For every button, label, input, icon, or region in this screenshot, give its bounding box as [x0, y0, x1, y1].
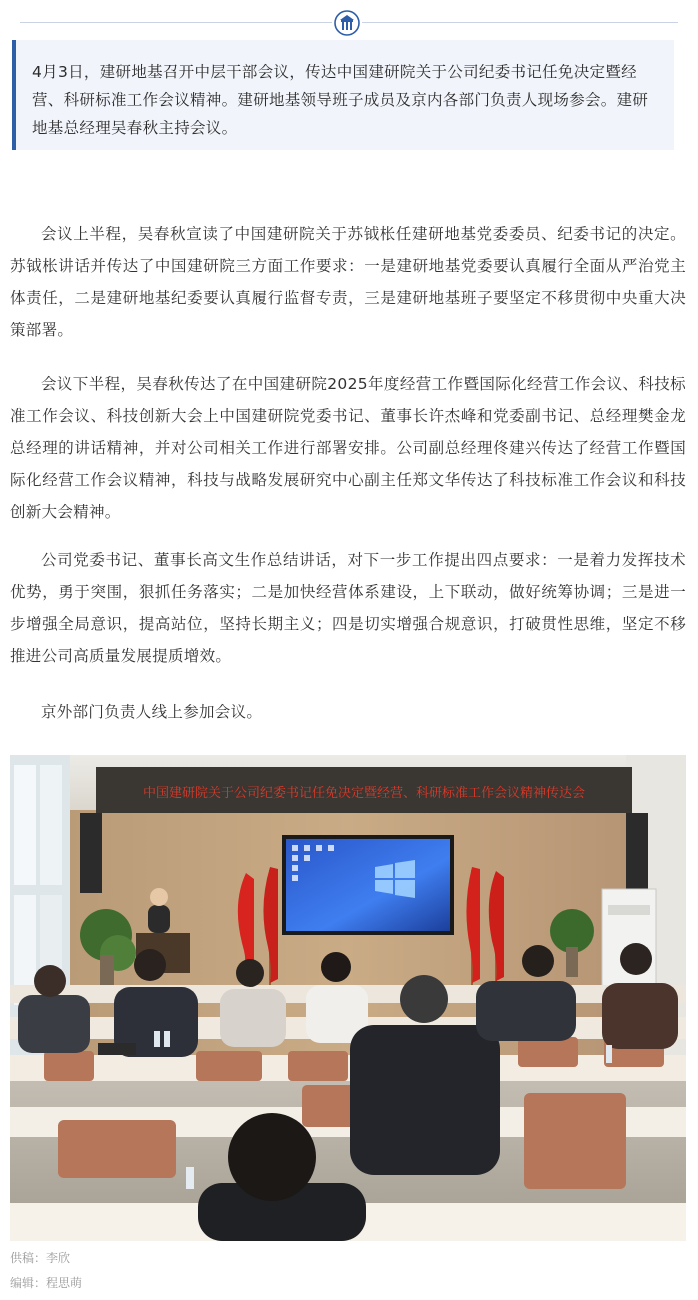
logo-icon — [332, 8, 362, 38]
article-paragraph-4: 京外部门负责人线上参加会议。 — [41, 703, 263, 721]
editor-caption: 编辑：程思萌 — [10, 1276, 83, 1290]
summary-box — [12, 40, 674, 150]
summary-text: 4月3日，建研地基召开中层干部会议，传达中国建研院关于公司纪委书记任免决定暨经营、科研标准工作会议精神。建研地基领导班子成员及京内各部门负责人现场参会。建研地基总经理吴春秋主持会议。 — [32, 63, 649, 137]
article-paragraph-3: 公司党委书记、董事长高文生作总结讲话，对下一步工作提出四点要求：一是着力发挥技术优势，勇于突围，狠抓任务落实；二是加快经营体系建设，上下联动，做好统筹协调；三是进一步增强全局意识，提高站位，坚持长期主义；四是切实增强合规意识，打破贯性思维，坚定不移推进公司高质量发展提质增效。 — [10, 551, 686, 665]
article-paragraph-2: 会议下半程，吴春秋传达了在中国建研院2025年度经营工作暨国际化经营工作会议、科技标准工作会议、科技创新大会上中国建研院党委书记、董事长许杰峰和党委副书记、总经理樊金龙总经理的讲话精神，并对公司相关工作进行部署安排。公司副总经理佟建兴传达了经营工作暨国际化经营工作会议精神，科技与战略发展研究中心副主任郑文华传达了科技标准工作会议和科技创新大会精神。 — [10, 375, 686, 521]
article-paragraph-1: 会议上半程，吴春秋宣读了中国建研院关于苏钺枨任建研地基党委委员、纪委书记的决定。苏钺枨讲话并传达了中国建研院三方面工作要求：一是建研地基党委要认真履行全面从严治党主体责任，二是建研地基纪委要认真履行监督专责，三是建研地基班子要坚定不移贯彻中央重大决策部署。 — [10, 225, 686, 339]
meeting-photo — [10, 755, 686, 1241]
contributor-caption: 供稿：李欣 — [10, 1251, 71, 1265]
banner-text: 中国建研院关于公司纪委书记任免决定暨经营、科研标准工作会议精神传达会 — [142, 786, 586, 801]
